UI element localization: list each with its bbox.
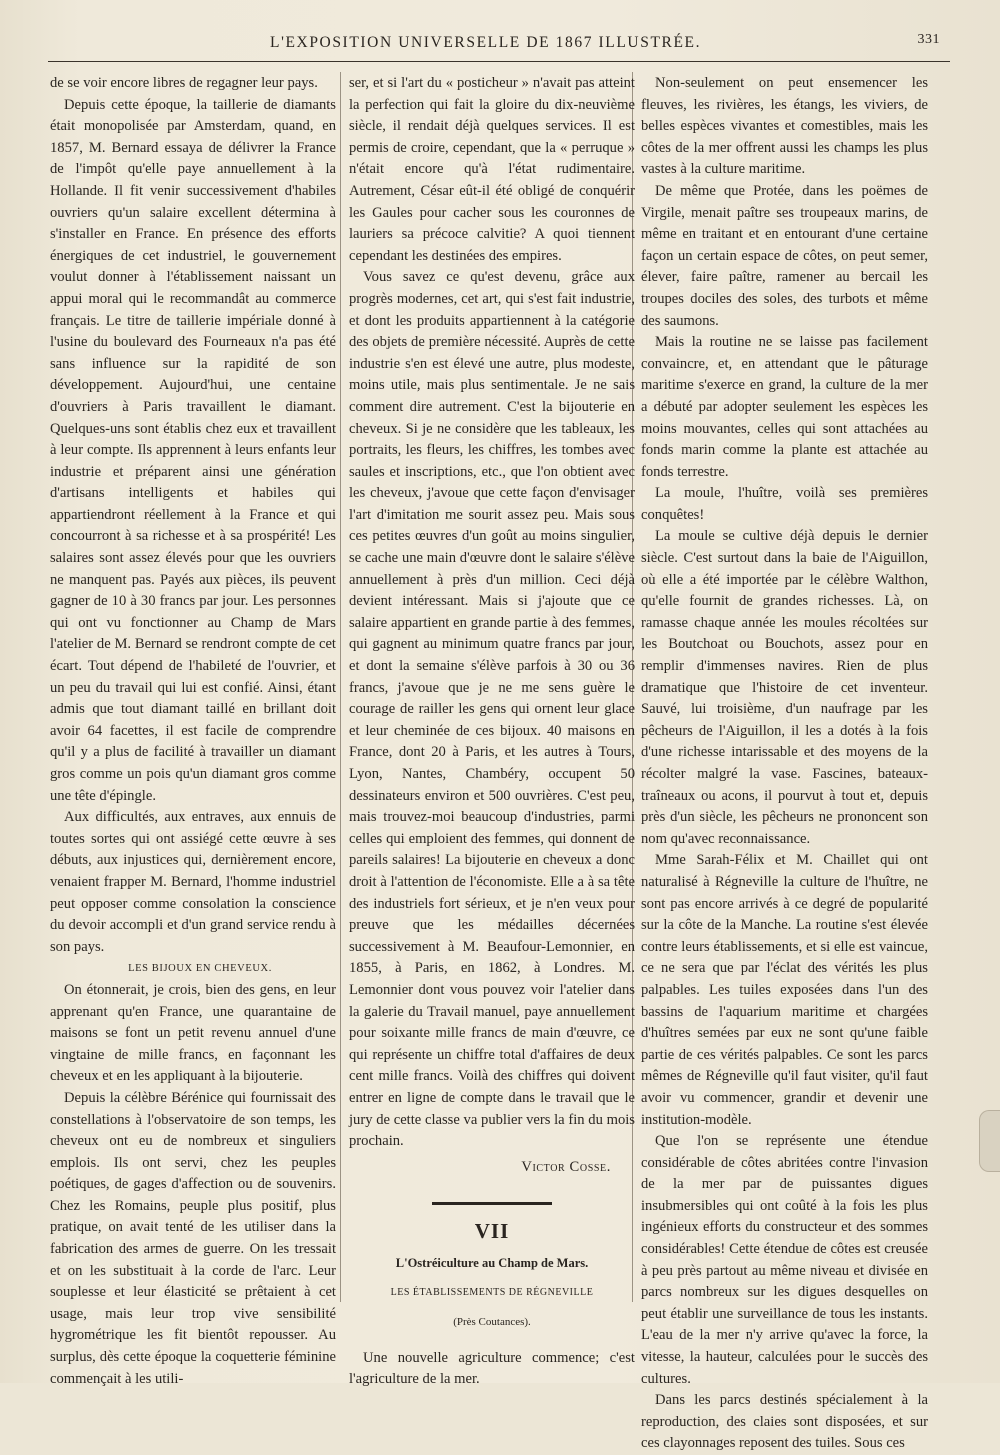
paragraph: La moule, l'huître, voilà ses premières conquêtes! <box>641 485 928 523</box>
paragraph: Depuis la célèbre Bérénice qui fournissait des constellations à l'observatoire de son temps, les cheveux ont eu de nombreux et singuliers emplois. Ils ont servi, chez les peuples poétiques, de gages d'affection ou de souvenirs. Chez les Romains, peuple plus positif, plus pratique, on avait tenté de les utiliser dans la fabrication des armes de guerre. On les tressait et on les substituait à la corde de l'arc. Leur souplesse et leur élasticité se prêtaient à cet usage, mais leur trop vive sensibilité hygrométrique les fit bientôt repousser. Au surplus, dès cette époque la coquetterie féminine commençait à les utili- <box>50 1089 336 1387</box>
page-edge-tab <box>979 1110 1000 1172</box>
paragraph: On étonnerait, je crois, bien des gens, en leur apprenant qu'en France, une quarantaine de maisons se font un petit revenu annuel d'une vingtaine de mille francs, en façonnant les cheveux et en les appliquant à la bijouterie. <box>50 981 336 1085</box>
publication-title: L'EXPOSITION UNIVERSELLE DE 1867 ILLUSTRÉE. <box>270 34 702 51</box>
paragraph: Non-seulement on peut ensemencer les fleuves, les rivières, les étangs, les viviers, de belles espèces vivantes et comestibles, mais les côtes de la mer offrent aussi les champs les plus vastes à la culture maritime. <box>641 75 928 178</box>
header-rule <box>48 61 950 62</box>
section-title: L'Ostréiculture au Champ de Mars. <box>395 1255 589 1270</box>
author-signature: Victor Cosse. <box>521 1158 611 1175</box>
paragraph: Aux difficultés, aux entraves, aux ennuis de toutes sortes qui ont assiégé cette œuvre à ses débuts, aux injustices qui, dernièrement encore, venaient frapper M. Bernard, l'homme industriel peut opposer comme consolation la conscience du devoir accompli et d'un grand service rendu à son pays. <box>50 809 336 955</box>
column-1 <box>50 73 336 1390</box>
paragraph: De même que Protée, dans les poëmes de Virgile, menait paître ses troupeaux marins, de même en traitant et en entourant d'une certaine façon un certain espace de côtes, on peut semer, élever, faire paître, ramener au bercail les troupes dociles des soles, des turbots et même des saumons. <box>641 182 928 329</box>
subhead-bijoux: LES BIJOUX EN CHEVEUX. <box>128 963 272 975</box>
running-head <box>0 34 1000 64</box>
section-subtitle: LES ÉTABLISSEMENTS DE RÉGNEVILLE <box>390 1287 594 1299</box>
section-divider <box>432 1202 552 1205</box>
column-3 <box>641 73 928 1455</box>
paragraph: Que l'on se représente une étendue considérable de côtes abritées contre l'invasion de la mer par de puissantes digues insubmersibles qui ont coûté à la fois les plus ingénieux efforts du constructeur et des sommes considérables! Cette étendue de côtes est creusée à peu près partout au même niveau et divisée en parcs nombreux sur les digues desquelles on peut établir une surveillance de tous les instants. L'eau de la mer n'y arrive qu'avec la force, la vitesse, la hauteur, calculées pour le succès des cultures. <box>641 1133 928 1387</box>
paragraph: Vous savez ce qu'est devenu, grâce aux progrès modernes, cet art, qui s'est fait industrie, et dont les produits appartiennent à la catégorie des objets de première nécessité. Auprès de cette industrie s'en est élevé une autre, plus modeste, moins utile, mais plus sentimentale. Je ne sais comment dire autrement. C'est la bijouterie en cheveux. Si je ne considère que les tableaux, les portraits, les fleurs, les chiffres, les tombes avec saules et inscriptions, etc., que l'on obtient avec les cheveux, j'avoue que cette façon d'envisager l'art d'imitation me sourit assez peu. Mais sous ces petites œuvres d'un goût au moins singulier, se cache une main d'œuvre dont le salaire s'élève annuellement à près d'un million. Ceci déjà devient intéressant. Mais si j'ajoute que ce salaire appartient en grande partie à des femmes, qui gagnent au minimum quatre francs par jour, et dont la semaine s'élève parfois à 30 ou 36 francs, j'avoue que je ne me sens guère le courage de railler les gens qui ornent leur glace et leur cheminée de ces bijoux. 40 maisons en France, dont 20 à Paris, et les autres à Tours, Lyon, Nantes, Chambéry, occupent 50 dessinateurs environ et 500 ouvrières. C'est peu, mais trouvez-moi beaucoup d'industries, parmi celles qui emploient des femmes, qui donnent de pareils salaires! La bijouterie en cheveux a donc droit à l'attention de l'économiste. Elle a à sa tête des industriels fort sérieux, et je n'en veux pour preuve que les médailles décernées successivement à M. Beaufour-Lemonnier, en 1855, à Paris, en 1862, à Londres. M. Lemonnier dont vous pouvez voir l'atelier dans la galerie du Travail manuel, paye annuellement pour soixante mille francs de main d'œuvre, ce qui représente un chiffre total d'affaires de deux cent mille francs. Voilà des chiffres qui doivent entrer en ligne de compte dans le travail que le jury de cette classe va publier vers la fin du mois prochain. <box>349 269 635 1150</box>
chapter-number: VII <box>474 1219 510 1244</box>
column-2 <box>349 73 635 1391</box>
paragraph: Une nouvelle agriculture commence; c'est l'agriculture de la mer. <box>349 1349 635 1388</box>
paragraph: de se voir encore libres de regagner leur pays. <box>50 75 318 91</box>
paragraph: ser, et si l'art du « posticheur » n'avait pas atteint la perfection qui fait la gloire du dix-neuvième siècle, il rendait déjà quelques services. Il est permis de croire, cependant, que la « perruque » n'était encore qu'à l'état rudimentaire. Autrement, César eût-il été obligé de conquérir les Gaules pour cacher sous les couronnes de lauriers sa précoce calvitie? A quoi tiennent cependant les destinées des empires. <box>349 75 635 264</box>
column-rule-1 <box>340 72 341 1302</box>
page-number: 331 <box>917 32 940 47</box>
paragraph: La moule se cultive déjà depuis le dernier siècle. C'est surtout dans la baie de l'Aiguillon, où elle a été importée par le célèbre Walthon, qu'elle fournit de grandes richesses. Là, on ramasse chaque année les moules récoltées sur les Boutchoat ou Bouchots, assez pour en remplir d'immenses navires. Rien de plus dramatique que l'histoire de cet inventeur. Sauvé, lui troisième, d'un naufrage par les pêcheurs de l'Aiguillon, il les a dotés à la fois d'une richesse intarissable et des moyens de la récolter malgré la vase. Fascines, bateaux-traîneaux ou acons, il pourvut à tout et, depuis près d'un siècle, les pêcheurs ne prononcent son nom qu'avec reconnaissance. <box>641 528 928 847</box>
paragraph: Mme Sarah-Félix et M. Chaillet qui ont naturalisé à Régneville la culture de l'huître, ne sont pas encore arrivés à ce degré de popularité sur la côte de la Manche. La routine s'est élevée contre leurs établissements, et si elle est vaincue, ce ne sera que par l'éclat des vérités les plus palpables. Les tuiles exposées dans l'un des bassins de l'aquarium maritime et chargées d'huîtres semées par eux ne sont qu'une faible partie de ces vérités palpables. Ce sont les parcs mêmes de Régneville qu'il faut visiter, qu'il faut avoir vu commencer, grandir et devenir une institution-modèle. <box>641 852 928 1128</box>
paragraph: Dans les parcs destinés spécialement à la reproduction, des claies sont disposées, et sur ces clayonnages reposent des tuiles. Sous ces <box>641 1392 928 1452</box>
paragraph: Mais la routine ne se laisse pas facilement convaincre, et, en attendant que le pâturage maritime s'exerce en grand, la culture de la mer a débuté par adopter seulement les espèces les moins mouvantes, celles qui sont attachées au fonds marin comme la plante est attachée au fonds terrestre. <box>641 334 928 480</box>
section-note: (Près Coutances). <box>453 1316 531 1329</box>
paragraph: Depuis cette époque, la taillerie de diamants était monopolisée par Amsterdam, quand, en 1857, M. Bernard essaya de délivrer la France de l'impôt qu'elle paye annuellement à la Hollande. Il fit venir successivement d'habiles ouvriers qu'un salaire excellent détermina à s'installer en France. En présence des efforts énergiques de cet industriel, le gouvernement voulut donner à l'établissement naissant un appui moral qui le recommandât au commerce français. Le titre de taillerie impériale donné à l'usine du boulevard des Fourneaux n'a pas été sans influence sur la rapidité de son développement. Aujourd'hui, une centaine d'ouvriers à Paris travaillent le diamant. Quelques-uns sont établis chez eux et travaillent à leur compte. Ils apprennent à leurs enfants leur industrie et préparent ainsi une génération d'artisans intelligents et habiles qui appartiendront réellement à la France et qui concourront à sa richesse et à sa prospérité! Les salaires sont assez élevés pour que les ouvriers ne manquent pas. Payés aux pièces, ils peuvent gagner de 10 à 30 francs par jour. Les personnes qui ont vu fonctionner au Champ de Mars l'atelier de M. Bernard se rendront compte de cet écart. Tout dépend de l'habileté de l'ouvrier, et un peu du travail qui lui est confié. Ainsi, étant admis que tout diamant taillé en brillant doit avoir 64 facettes, il est facile de comprendre qu'il y a plus de facilité à travailler un diamant gros comme un pois qu'un diamant gros comme une tête d'épingle. <box>50 96 336 804</box>
